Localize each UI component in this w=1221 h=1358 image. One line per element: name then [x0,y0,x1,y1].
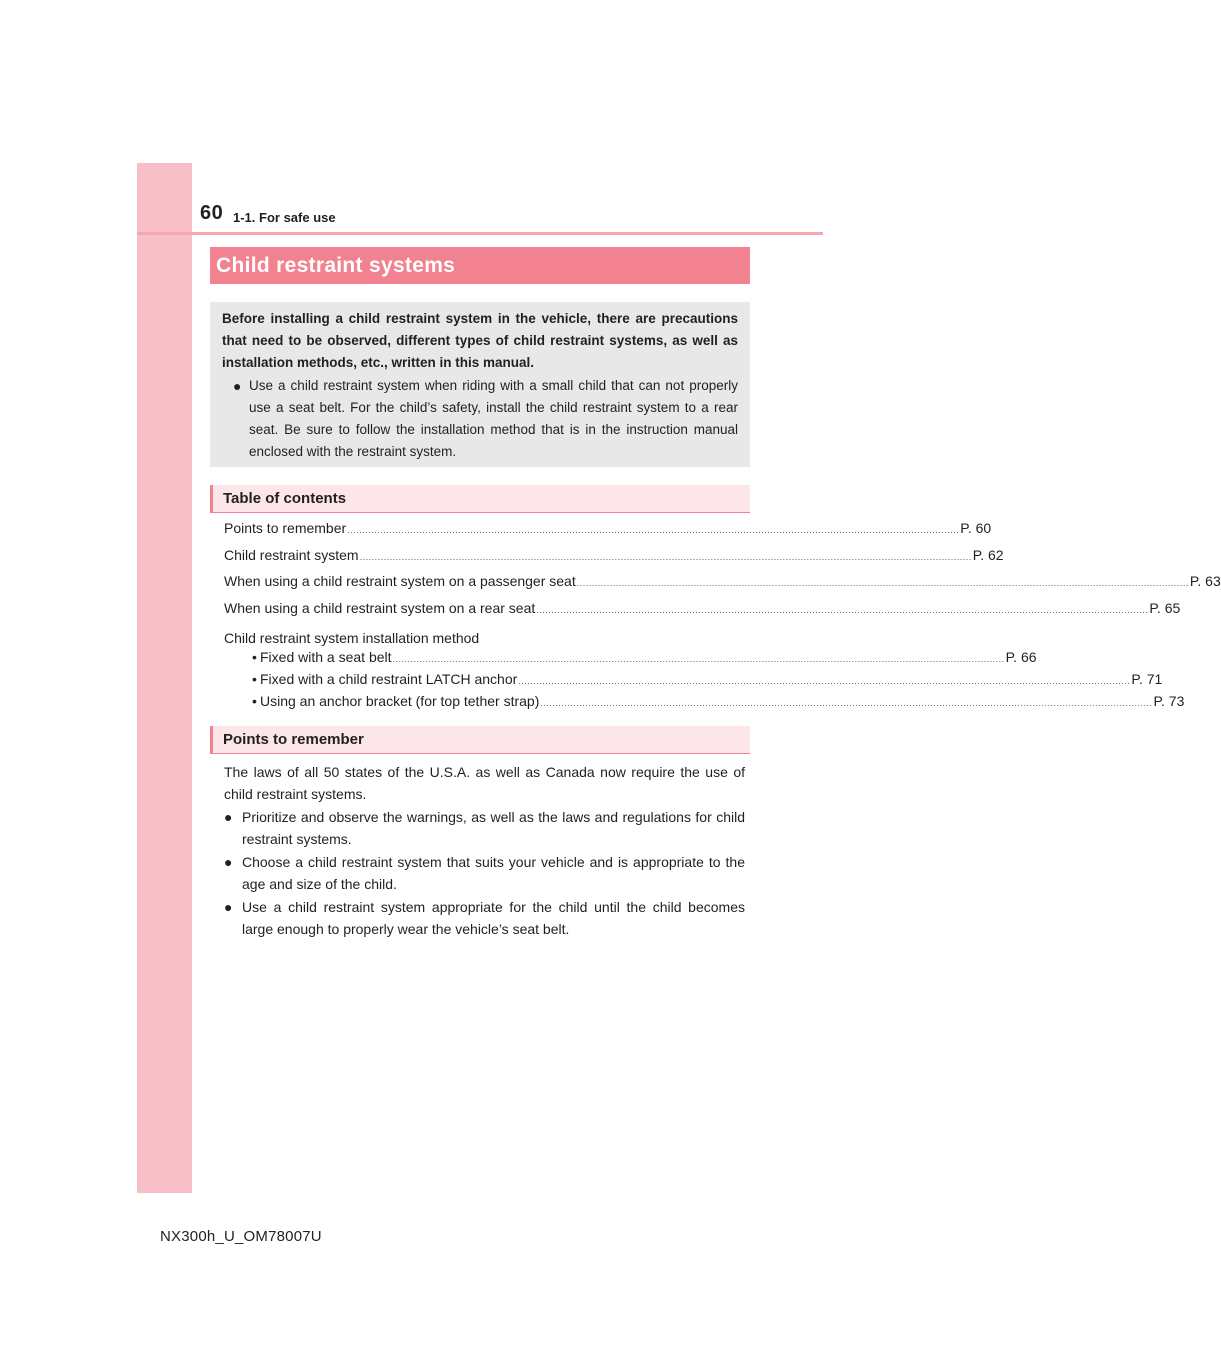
bullet-dot-icon: • [252,649,257,665]
toc-subitem-page: P. 66 [1005,649,1037,665]
toc-subitem[interactable] [224,671,1163,693]
toc-item-page: P. 62 [972,546,1004,563]
toc-item-page: P. 65 [1149,599,1181,616]
toc-subitem[interactable] [224,693,1185,715]
intro-text: Before installing a child restraint system in the vehicle, there are precautions that need to be observed, different types of child restraint systems, as well as installation methods, etc., written in this manual. [222,311,738,370]
toc-item[interactable] [224,573,1221,600]
header-rule [137,232,823,235]
dot-leader: ............................................................................................................................................................................................................ [359,551,972,562]
document-code: NX300h_U_OM78007U [160,1228,322,1245]
bullet-icon: ● [224,854,233,870]
side-tab [137,163,192,1193]
points-bullet-text: Choose a child restraint system that suits your vehicle and is appropriate to the age and size of the child. [242,854,745,892]
toc-heading: Table of contents [210,485,750,513]
bullet-icon: ● [233,378,242,394]
intro-box [210,302,750,467]
bullet-dot-icon: • [252,671,257,687]
points-bullet [224,806,745,850]
dot-leader: ............................................................................................................................................................................................................ [518,676,1131,686]
toc-group-label: Child restraint system installation method [224,630,480,646]
table-of-contents [224,520,1221,715]
toc-subitem-page: P. 73 [1153,693,1185,709]
section-label: 1-1. For safe use [233,210,336,225]
toc-item[interactable] [224,520,992,547]
toc-item-page: P. 63 [1189,573,1221,589]
toc-item[interactable] [224,599,1181,627]
points-bullet-text: Prioritize and observe the warnings, as well as the laws and regulations for child restraint systems. [242,809,745,847]
toc-item[interactable] [224,546,1004,574]
toc-subitem-label: Fixed with a child restraint LATCH anchor [260,671,518,687]
points-body [224,761,745,940]
toc-item-label: Child restraint system [224,546,359,563]
toc-item-label: When using a child restraint system on a rear seat [224,599,536,616]
dot-leader: ............................................................................................................................................................................................................ [392,654,1005,664]
points-text: The laws of all 50 states of the U.S.A. as well as Canada now require the use of child restraint systems. [224,764,745,802]
dot-leader: ............................................................................................................................................................................................................ [540,698,1153,708]
dot-leader: ............................................................................................................................................................................................................ [536,604,1149,615]
points-bullet [224,896,745,940]
bullet-icon: ● [224,809,233,825]
bullet-icon: ● [224,899,233,915]
toc-subitem-page: P. 71 [1131,671,1163,687]
points-bullet-text: Use a child restraint system appropriate for the child until the child becomes large enough to properly wear the vehicle’s seat belt. [242,899,745,937]
points-bullet [224,851,745,895]
toc-subitem-label: Fixed with a seat belt [260,649,392,665]
intro-bullet-text: Use a child restraint system when riding with a small child that can not properly use a seat belt. For the child’s safety, install the child restraint system to a rear seat. Be sure to follow the installation method that is in the instruction manual enclosed with the restraint system. [249,378,738,459]
dot-leader: ............................................................................................................................................................................................................ [576,578,1189,588]
toc-item-label: When using a child restraint system on a passenger seat [224,573,576,589]
intro-bullet [222,375,738,463]
toc-item-label: Points to remember [224,520,347,536]
points-heading: Points to remember [210,726,750,754]
dot-leader: ............................................................................................................................................................................................................ [347,525,960,535]
page-number: 60 [200,202,224,224]
toc-subitem[interactable] [224,649,1037,671]
page-title: Child restraint systems [210,247,750,284]
bullet-dot-icon: • [252,693,257,709]
toc-subitem-label: Using an anchor bracket (for top tether strap) [260,693,540,709]
toc-item-page: P. 60 [960,520,992,536]
